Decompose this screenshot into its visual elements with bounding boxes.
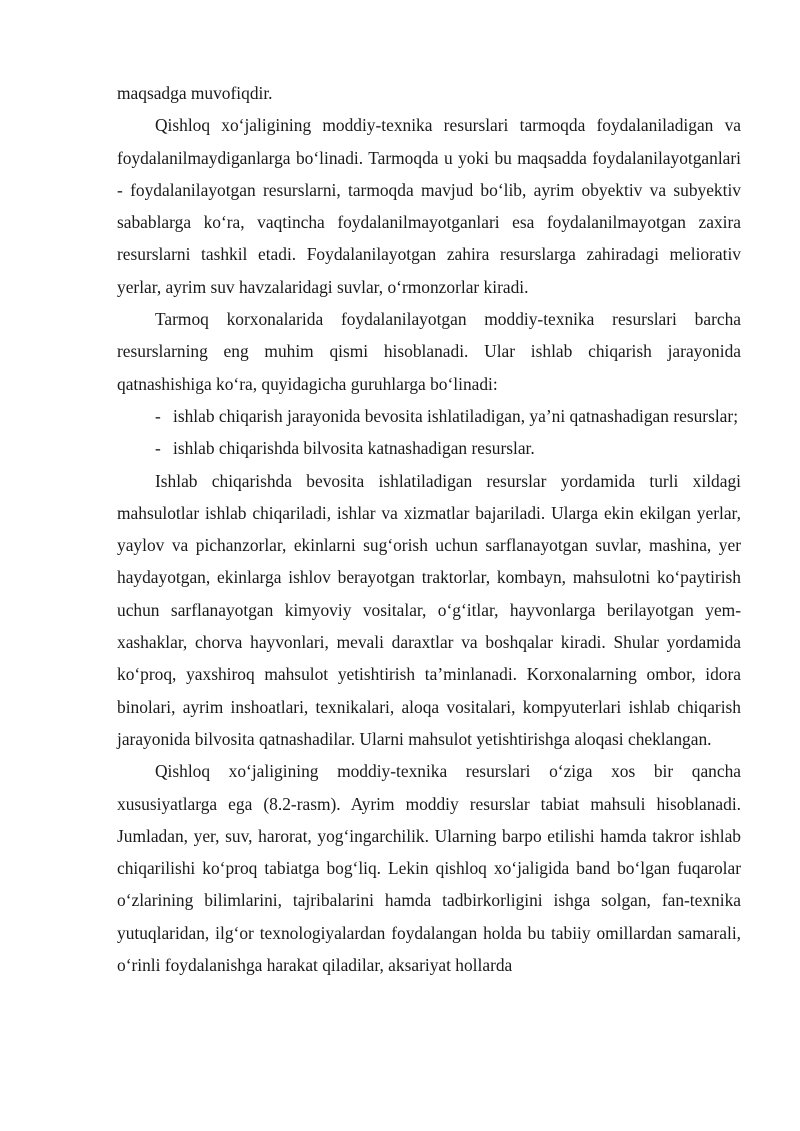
paragraph-direct-resources: Ishlab chiqarishda bevosita ishlatiladigan resurslar yordamida turli xildagi mahsulotlar ishlab chiqariladi, ishlar va xizmatlar bajariladi. Ularga ekin ekilgan yerlar, yaylov va pichanzorlar, ekinlarni sug‘orish uchun sarflanayotgan suvlar, mashina, yer haydayotgan, ekinlarga ishlov berayotgan traktorlar, kombayn, mahsulotni ko‘paytirish uchun sarflanayotgan kimyoviy vositalar, o‘g‘itlar, hayvonlarga berilayotgan yem-xashaklar, chorva hayvonlari, mevali daraxtlar va boshqalar kiradi. Shular yordamida ko‘proq, yaxshiroq mahsulot yetishtirish ta’minlanadi. Korxonalarning ombor, idora binolari, ayrim inshoatlari, texnikalari, aloqa vositalari, kompyuterlari ishlab chiqarish jarayonida bilvosita qatnashadilar. Ularni mahsulot yetishtirishga aloqasi cheklangan. — [117, 470, 741, 749]
list-dash: - — [155, 438, 161, 459]
paragraph-continuation: maqsadga muvofiqdir. — [117, 83, 273, 103]
list-item — [117, 432, 741, 464]
paragraph-resources-classification: Qishloq xo‘jaligining moddiy-texnika resurslari tarmoqda foydalaniladigan va foydalanilmaydiganlarga bo‘linadi. Tarmoqda u yoki bu maqsadda foydalanilayotganlari - foydalanilayotgan resurslarni, tarmoqda mavjud bo‘lib, ayrim obyektiv va subyektiv sabablarga ko‘ra, vaqtincha foydalanilmayotganlari esa foydalanilmayotgan zaxira resurslarni tashkil etadi. Foydalanilayotgan zahira resurslarga zahiradagi meliorativ yerlar, ayrim suv havzalaridagi suvlar, o‘rmonzorlar kiradi. — [117, 115, 741, 297]
paragraph-resource-groups: Tarmoq korxonalarida foydalanilayotgan moddiy-texnika resurslari barcha resurslarning eng muhim qismi hisoblanadi. Ular ishlab chiqarish jarayonida qatnashishiga ko‘ra, quyidagicha guruhlarga bo‘linadi: — [117, 309, 741, 394]
list-dash: - — [155, 405, 161, 426]
list-item — [117, 400, 741, 432]
paragraph-resource-features: Qishloq xo‘jaligining moddiy-texnika resurslari o‘ziga xos bir qancha xususiyatlarga ega (8.2-rasm). Ayrim moddiy resurslar tabiat mahsuli hisoblanadi. Jumladan, yer, suv, harorat, yog‘ingarchilik. Ularning barpo etilishi hamda takror ishlab chiqarilishi ko‘proq tabiatga bog‘liq. Lekin qishloq xo‘jaligida band bo‘lgan fuqarolar o‘zlarining bilimlarini, tajribalarini hamda tadbirkorligini ishga solgan, fan-texnika yutuqlaridan, ilg‘or texnologiyalardan foydalangan holda bu tabiiy omillardan samarali, o‘rinli foydalanishga harakat qiladilar, aksariyat hollarda — [117, 761, 741, 976]
body-text — [117, 77, 741, 981]
list-item-text: ishlab chiqarishda bilvosita katnashadigan resurslar. — [173, 438, 535, 459]
list-item-text: ishlab chiqarish jarayonida bevosita ishlatiladigan, ya’ni qatnashadigan resurslar; — [173, 405, 739, 426]
